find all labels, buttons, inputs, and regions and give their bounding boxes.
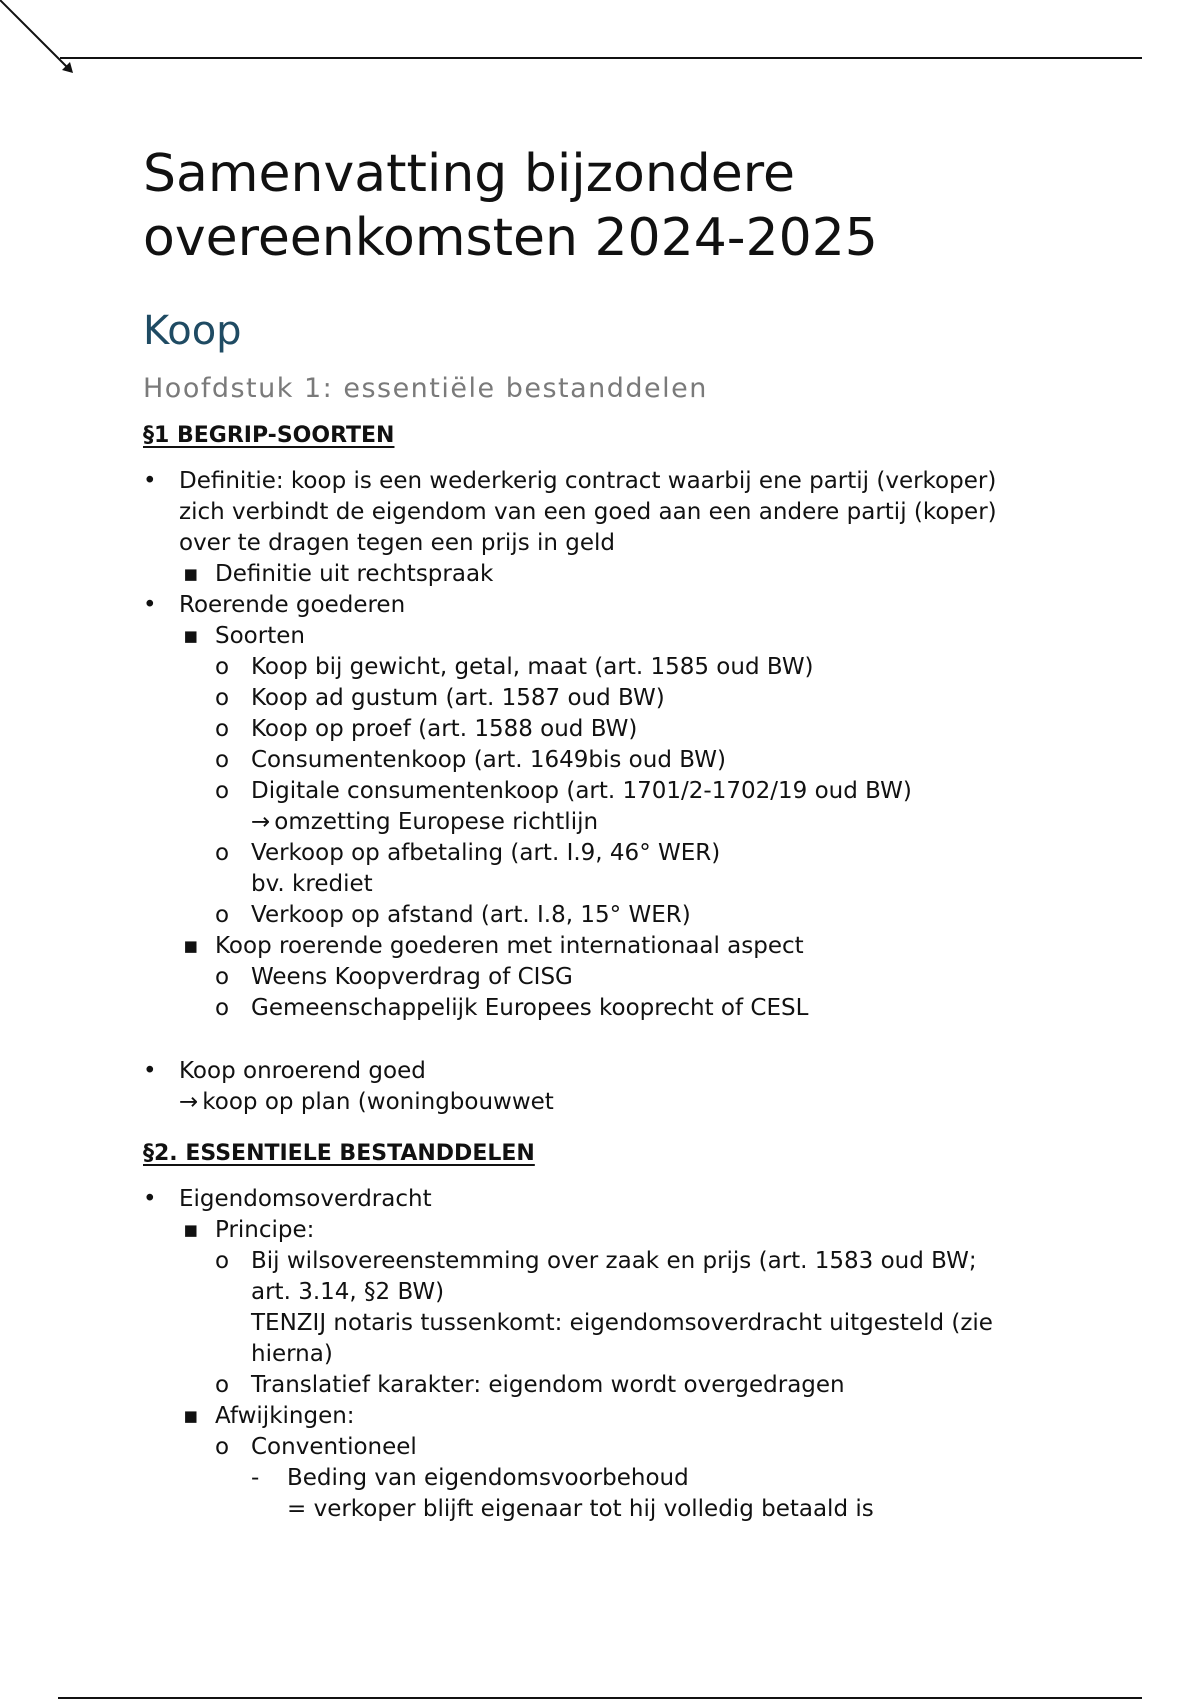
- circle-marker: o: [215, 840, 230, 866]
- circle-marker: o: [215, 902, 230, 928]
- list-item-note: = verkoper blijft eigenaar tot hij volledig betaald is: [287, 1496, 874, 1522]
- circle-marker: o: [215, 1248, 230, 1274]
- list-item: [143, 466, 1073, 559]
- circle-marker: o: [215, 964, 230, 990]
- list-item-text: Weens Koopverdrag of CISG: [251, 964, 573, 990]
- dash-marker: -: [251, 1465, 260, 1491]
- list-item: [143, 621, 1073, 652]
- list-item: [143, 1401, 1073, 1432]
- arrow-icon: →: [179, 1089, 199, 1115]
- circle-marker: o: [215, 716, 230, 742]
- list-item-text: Koop ad gustum (art. 1587 oud BW): [251, 685, 665, 711]
- list-item: [143, 559, 1073, 590]
- list-item-text: Soorten: [215, 623, 305, 649]
- bullet-marker: •: [143, 468, 157, 494]
- list-item-text: Translatief karakter: eigendom wordt overgedragen: [251, 1372, 845, 1398]
- list-item-text: Roerende goederen: [179, 592, 406, 618]
- document-title-line-2: overeenkomsten 2024-2025: [143, 208, 878, 268]
- square-marker: ▪: [183, 623, 199, 649]
- arrow-icon: →: [251, 809, 271, 835]
- paragraph-heading-2: §2. ESSENTIELE BESTANDDELEN: [143, 1141, 535, 1166]
- list-item-note: omzetting Europese richtlijn: [274, 809, 599, 835]
- list-item-note: koop op plan (woningbouwwet: [202, 1089, 554, 1115]
- list-item: [143, 993, 1073, 1024]
- circle-marker: o: [215, 685, 230, 711]
- list-item: [143, 590, 1073, 621]
- list-item-text: Afwijkingen:: [215, 1403, 355, 1429]
- list-item-text: Eigendomsoverdracht: [179, 1186, 432, 1212]
- circle-marker: o: [215, 747, 230, 773]
- list-item-text: Consumentenkoop (art. 1649bis oud BW): [251, 747, 726, 773]
- list-item-text: Principe:: [215, 1217, 315, 1243]
- circle-marker: o: [215, 1372, 230, 1398]
- list-item: [143, 714, 1073, 745]
- list-item: [143, 838, 1073, 900]
- circle-marker: o: [215, 995, 230, 1021]
- list-item-text: art. 3.14, §2 BW): [251, 1279, 445, 1305]
- list-item-text: Koop roerende goederen met internationaal aspect: [215, 933, 804, 959]
- paragraph-heading-1: §1 BEGRIP-SOORTEN: [143, 423, 395, 448]
- list-item-text: Definitie uit rechtspraak: [215, 561, 494, 587]
- list-item: [143, 962, 1073, 993]
- list-item: [143, 1432, 1073, 1463]
- definition-line-1: Definitie: koop is een wederkerig contract waarbij ene partij (verkoper): [179, 468, 997, 494]
- square-marker: ▪: [183, 1217, 199, 1243]
- list-item: [143, 745, 1073, 776]
- list-item: [143, 776, 1073, 838]
- square-marker: ▪: [183, 933, 199, 959]
- paragraph-2-list: [143, 1184, 1073, 1525]
- list-item-text: TENZIJ notaris tussenkomt: eigendomsoverdracht uitgesteld (zie: [251, 1310, 993, 1336]
- corner-arrow-icon: [0, 0, 80, 80]
- list-item: [143, 1463, 1073, 1525]
- definition-line-2: zich verbindt de eigendom van een goed aan een andere partij (koper): [179, 499, 997, 525]
- list-item: [143, 1370, 1073, 1401]
- list-item-text: Bij wilsovereenstemming over zaak en prijs (art. 1583 oud BW;: [251, 1248, 977, 1274]
- list-item-text: Koop op proef (art. 1588 oud BW): [251, 716, 638, 742]
- circle-marker: o: [215, 654, 230, 680]
- circle-marker: o: [215, 778, 230, 804]
- list-item-note: bv. krediet: [251, 871, 373, 897]
- list-item: [143, 1215, 1073, 1246]
- list-item-text: Conventioneel: [251, 1434, 417, 1460]
- list-item-text: hierna): [251, 1341, 333, 1367]
- list-item-text: Verkoop op afstand (art. I.8, 15° WER): [251, 902, 691, 928]
- list-item: [143, 1056, 1073, 1118]
- square-marker: ▪: [183, 1403, 199, 1429]
- square-marker: ▪: [183, 561, 199, 587]
- list-item: [143, 1184, 1073, 1215]
- bullet-marker: •: [143, 1058, 157, 1084]
- list-item-text: Gemeenschappelijk Europees kooprecht of CESL: [251, 995, 809, 1021]
- list-item: [143, 652, 1073, 683]
- list-item-text: Beding van eigendomsvoorbehoud: [287, 1465, 689, 1491]
- paragraph-1-list: [143, 466, 1073, 1118]
- list-item: [143, 900, 1073, 931]
- list-item: [143, 683, 1073, 714]
- list-item-text: Digitale consumentenkoop (art. 1701/2-1702/19 oud BW): [251, 778, 912, 804]
- list-item-text: Verkoop op afbetaling (art. I.9, 46° WER): [251, 840, 721, 866]
- section-title: Koop: [143, 308, 242, 354]
- document-title: [143, 142, 1073, 270]
- document-body: [143, 142, 1073, 1525]
- document-title-line-1: Samenvatting bijzondere: [143, 144, 796, 204]
- header-rule: [60, 57, 1142, 59]
- list-item-text: Koop onroerend goed: [179, 1058, 426, 1084]
- list-item: [143, 931, 1073, 962]
- list-item: [143, 1246, 1073, 1370]
- bullet-marker: •: [143, 592, 157, 618]
- circle-marker: o: [215, 1434, 230, 1460]
- list-spacer: [143, 1024, 1073, 1056]
- bullet-marker: •: [143, 1186, 157, 1212]
- chapter-title: Hoofdstuk 1: essentiële bestanddelen: [143, 373, 708, 404]
- footer-rule: [58, 1697, 1142, 1699]
- definition-line-3: over te dragen tegen een prijs in geld: [179, 530, 616, 556]
- list-item-text: Koop bij gewicht, getal, maat (art. 1585 oud BW): [251, 654, 814, 680]
